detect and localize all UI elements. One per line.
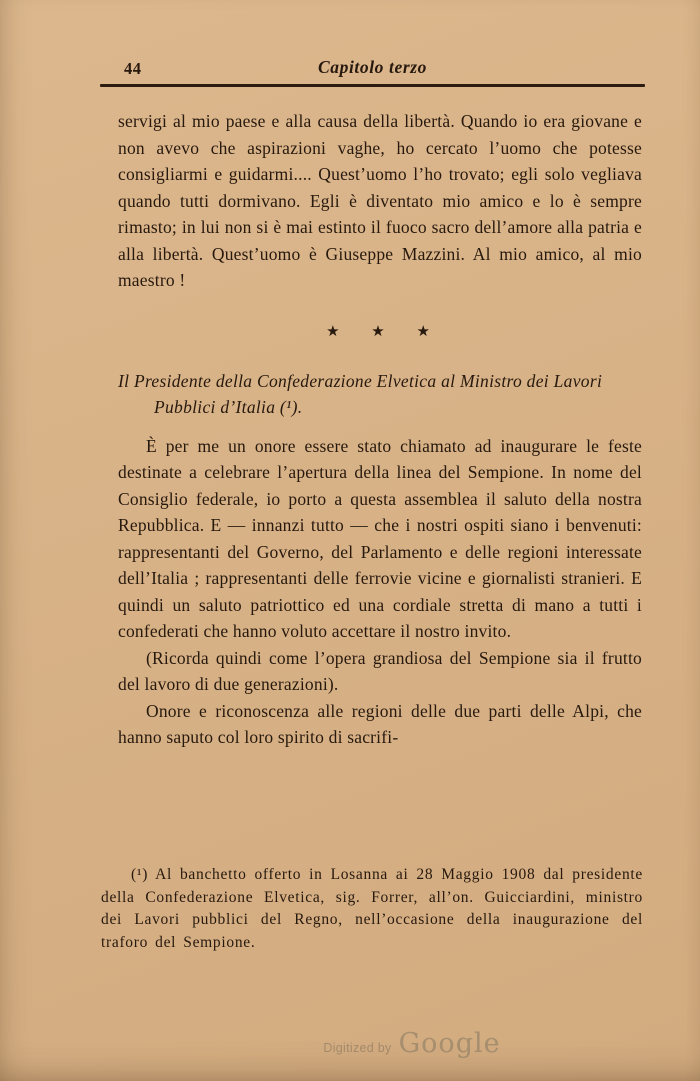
footnote-text: (¹) Al banchetto offerto in Losanna ai 28 Maggio 1908 dal presidente della Confederazione Elvetica, sig. Forrer, all’on. Guicciardini, ministro dei Lavori pubblici del Regno, nell’occasione della inaugurazione del traforo del Sempione. <box>101 866 643 951</box>
page-number: 44 <box>124 59 142 78</box>
page-header <box>100 57 645 81</box>
paragraph: È per me un onore essere stato chiamato ad inaugurare le feste destinate a celebrare l’apertura della linea del Sempione. In nome del Consiglio federale, io porto a questa assemblea il saluto della nostra Repubblica. E — innanzi tutto — che i nostri ospiti siano i benvenuti: rappresentanti del Governo, del Parlamento e delle regioni interessate dell’Italia ; rappresentanti delle ferrovie vicine e giornalisti stranieri. E quindi un saluto patriottico ed una cordiale stretta di mano a tutti i confederati che hanno voluto accettare il nostro invito. <box>118 435 642 641</box>
google-logo: Google <box>398 1028 501 1059</box>
header-rule <box>100 84 645 87</box>
footnote <box>101 864 643 954</box>
digitization-watermark <box>62 1028 700 1059</box>
paragraph: servigi al mio paese e alla causa della libertà. Quando io era giovane e non avevo che aspirazioni vaghe, ho cercato l’uomo che potesse consigliarmi e guidarmi.... Quest’uomo l’ho trovato; egli solo vegliava quando tutti dormivano. Egli è diventato mio amico e lo è sempre rimasto; in lui non si è mai estinto il fuoco sacro dell’amore alla patria e alla libertà. Quest’uomo è Giuseppe Mazzini. Al mio amico, al mio maestro ! <box>118 111 642 290</box>
stars-separator: ★ ★ ★ <box>326 323 434 340</box>
body-text <box>118 108 642 751</box>
watermark-prefix: Digitized by <box>323 1041 392 1055</box>
paragraph: (Ricorda quindi come l’opera grandiosa del Sempione sia il frutto del lavoro di due generazioni). <box>118 647 642 694</box>
chapter-title: Capitolo terzo <box>317 57 428 77</box>
section-heading: Il Presidente della Confederazione Elvetica al Ministro dei Lavori Pubblici d’Italia (¹). <box>118 370 603 417</box>
paragraph: Onore e riconoscenza alle regioni delle due parti delle Alpi, che hanno saputo col loro spirito di sacrifi- <box>118 700 642 747</box>
